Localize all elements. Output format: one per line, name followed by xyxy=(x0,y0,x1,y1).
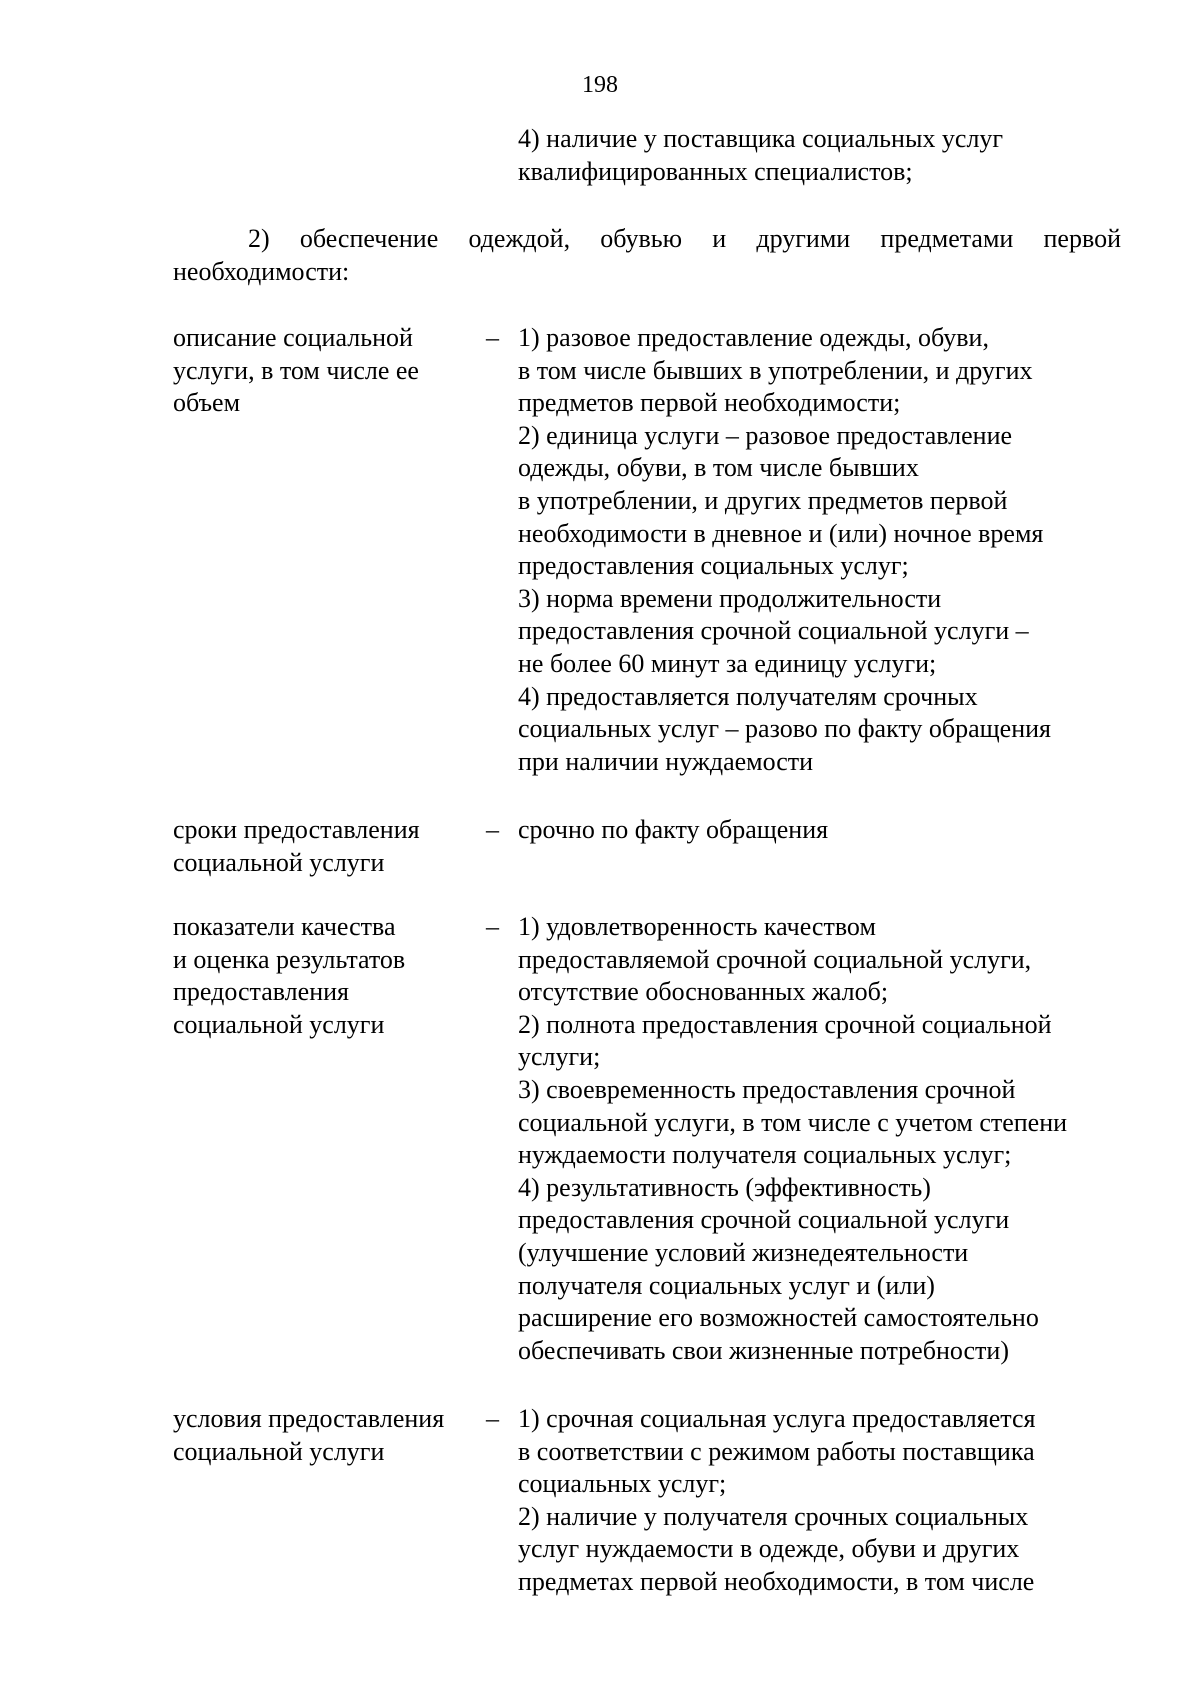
value-line: предметах первой необходимости, в том числе xyxy=(518,1566,1035,1596)
intro-line: 4) наличие у поставщика социальных услуг xyxy=(518,124,1004,153)
row-dash: – xyxy=(486,815,499,844)
value-line: нуждаемости получателя социальных услуг; xyxy=(518,1140,1012,1170)
label-line: социальной услуги xyxy=(173,1436,385,1466)
value-line: срочно по факту обращения xyxy=(518,815,829,844)
label-line: описание социальной xyxy=(173,323,413,352)
value-line: расширение его возможностей самостоятельно xyxy=(518,1303,1039,1333)
page-number: 198 xyxy=(582,72,618,98)
value-line: предоставления срочной социальной услуги – xyxy=(518,616,1029,646)
row-value xyxy=(518,1403,1138,1599)
value-line: социальных услуг – разово по факту обращения xyxy=(518,714,1052,744)
row-dash: – xyxy=(486,323,499,352)
value-line: получателя социальных услуг и (или) xyxy=(518,1270,935,1300)
heading-word: другими xyxy=(756,224,851,253)
heading-word: обувью xyxy=(600,224,683,253)
value-line: 1) срочная социальная услуга предоставляется xyxy=(518,1404,1036,1433)
value-line: в употреблении, и других предметов первой xyxy=(518,485,1008,515)
value-line: (улучшение условий жизнедеятельности xyxy=(518,1237,969,1267)
row-label xyxy=(173,1403,473,1468)
value-line: социальной услуги, в том числе с учетом степени xyxy=(518,1107,1068,1137)
label-line: и оценка результатов xyxy=(173,944,406,974)
value-line: в том числе бывших в употреблении, и других xyxy=(518,355,1033,385)
value-line: 2) единица услуги – разовое предоставление xyxy=(518,420,1013,450)
label-line: объем xyxy=(173,388,241,418)
value-line: предоставления срочной социальной услуги xyxy=(518,1205,1010,1235)
value-line: предоставляемой срочной социальной услуги, xyxy=(518,944,1032,974)
value-line: одежды, обуви, в том числе бывших xyxy=(518,453,919,483)
value-line: обеспечивать свои жизненные потребности) xyxy=(518,1335,1009,1365)
value-line: 2) полнота предоставления срочной социальной xyxy=(518,1009,1052,1039)
value-line: предоставления социальных услуг; xyxy=(518,551,909,581)
row-dash: – xyxy=(486,1404,499,1433)
value-line: необходимости в дневное и (или) ночное время xyxy=(518,518,1044,548)
label-line: показатели качества xyxy=(173,912,396,941)
row-label xyxy=(173,911,473,1041)
heading-word: 2) xyxy=(248,224,270,253)
row-label xyxy=(173,322,473,420)
heading-word: первой xyxy=(1043,224,1121,253)
value-line: 4) результативность (эффективность) xyxy=(518,1172,931,1202)
label-line: предоставления xyxy=(173,977,349,1007)
section-heading-line1 xyxy=(173,223,1121,256)
value-line: 1) удовлетворенность качеством xyxy=(518,912,876,941)
value-line: 2) наличие у получателя срочных социальных xyxy=(518,1501,1029,1531)
row-dash: – xyxy=(486,912,499,941)
value-line: услуги; xyxy=(518,1042,601,1072)
label-line: сроки предоставления xyxy=(173,815,420,844)
value-line: 3) своевременность предоставления срочной xyxy=(518,1074,1016,1104)
value-line: предметов первой необходимости; xyxy=(518,388,901,418)
label-line: условия предоставления xyxy=(173,1404,445,1433)
value-line: социальных услуг; xyxy=(518,1469,727,1499)
label-line: социальной услуги xyxy=(173,1009,385,1039)
section-heading-line2: необходимости: xyxy=(173,256,350,286)
value-line: при наличии нуждаемости xyxy=(518,746,814,776)
row-label xyxy=(173,814,473,879)
heading-word: одеждой, xyxy=(468,224,571,253)
intro-item xyxy=(518,123,1138,188)
value-line: в соответствии с режимом работы поставщика xyxy=(518,1436,1035,1466)
row-value xyxy=(518,322,1138,778)
value-line: отсутствие обоснованных жалоб; xyxy=(518,977,889,1007)
label-line: социальной услуги xyxy=(173,847,385,877)
value-line: не более 60 минут за единицу услуги; xyxy=(518,648,937,678)
value-line: 4) предоставляется получателям срочных xyxy=(518,681,978,711)
heading-word: обеспечение xyxy=(299,224,439,253)
intro-line: квалифицированных специалистов; xyxy=(518,156,913,186)
row-value xyxy=(518,911,1138,1367)
value-line: 1) разовое предоставление одежды, обуви, xyxy=(518,323,989,352)
section-heading xyxy=(173,223,1121,288)
row-value xyxy=(518,814,1138,847)
heading-word: предметами xyxy=(880,224,1014,253)
label-line: услуги, в том числе ее xyxy=(173,355,419,385)
value-line: 3) норма времени продолжительности xyxy=(518,583,942,613)
heading-word: и xyxy=(712,224,727,253)
value-line: услуг нуждаемости в одежде, обуви и других xyxy=(518,1534,1020,1564)
